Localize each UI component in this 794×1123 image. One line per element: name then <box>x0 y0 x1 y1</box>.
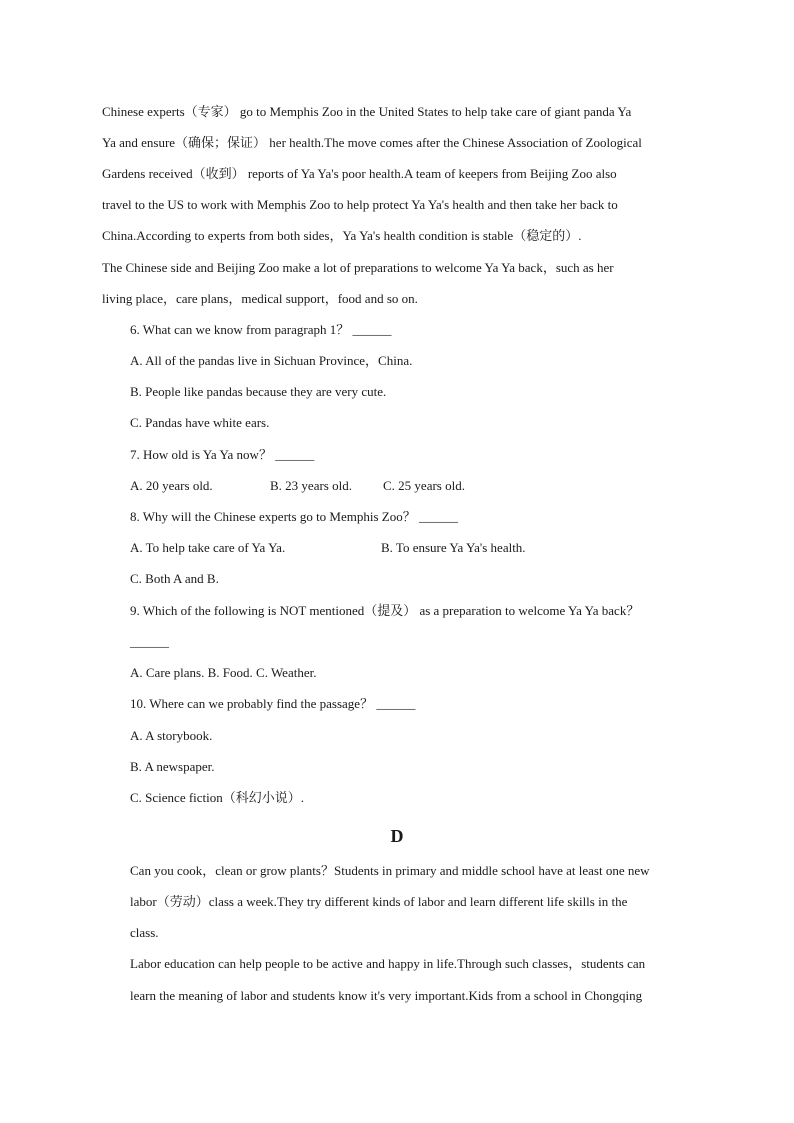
option-a: A. To help take care of Ya Ya. <box>130 540 286 555</box>
options: A. Care plans. B. Food. C. Weather. <box>130 665 317 680</box>
option-a: A. A storybook. <box>130 728 213 743</box>
passage-line: Labor education can help people to be active and happy in life.Through such classes，students can <box>130 956 646 971</box>
passage-line: learn the meaning of labor and students know it's very important.Kids from a school in Chongqing <box>130 988 643 1003</box>
passage-line: The Chinese side and Beijing Zoo make a lot of preparations to welcome Ya Ya back，such as her <box>102 260 614 275</box>
passage-line: Ya and ensure（确保；保证） her health.The move comes after the Chinese Association of Zoological <box>102 135 642 150</box>
passage-line: class. <box>130 925 159 940</box>
option-c: C. 25 years old. <box>383 478 465 493</box>
passage-line: Chinese experts（专家） go to Memphis Zoo in the United States to help take care of giant panda Ya <box>102 104 632 119</box>
option-a: A. 20 years old. <box>130 478 213 493</box>
option-c: C. Science fiction（科幻小说）. <box>130 790 305 805</box>
question-stem: 7. How old is Ya Ya now？ ______ <box>130 447 315 462</box>
option-b: B. 23 years old. <box>270 478 352 493</box>
passage-line: travel to the US to work with Memphis Zoo to help protect Ya Ya's health and then take her back to <box>102 197 618 212</box>
option-a: A. All of the pandas live in Sichuan Province，China. <box>130 353 413 368</box>
passage-line: Can you cook，clean or grow plants？Students in primary and middle school have at least one new <box>130 863 650 878</box>
passage-line: Gardens received（收到） reports of Ya Ya's poor health.A team of keepers from Beijing Zoo also <box>102 166 617 181</box>
question-stem: 10. Where can we probably find the passage？ ______ <box>130 696 416 711</box>
answer-blank: ______ <box>130 634 169 649</box>
question-stem: 8. Why will the Chinese experts go to Memphis Zoo？ ______ <box>130 509 458 524</box>
passage-line: labor（劳动）class a week.They try different kinds of labor and learn different life skills in the <box>130 894 628 909</box>
option-b: B. To ensure Ya Ya's health. <box>381 540 526 555</box>
question-stem: 6. What can we know from paragraph 1？ ______ <box>130 322 392 337</box>
passage-line: China.According to experts from both sides，Ya Ya's health condition is stable（稳定的）. <box>102 228 582 243</box>
option-b: B. A newspaper. <box>130 759 215 774</box>
question-stem: 9. Which of the following is NOT mentioned（提及） as a preparation to welcome Ya Ya back？ <box>130 603 640 618</box>
passage-line: living place，care plans，medical support，food and so on. <box>102 291 418 306</box>
option-c: C. Pandas have white ears. <box>130 415 270 430</box>
option-c: C. Both A and B. <box>130 571 219 586</box>
section-heading: D <box>390 826 404 846</box>
option-b: B. People like pandas because they are very cute. <box>130 384 387 399</box>
